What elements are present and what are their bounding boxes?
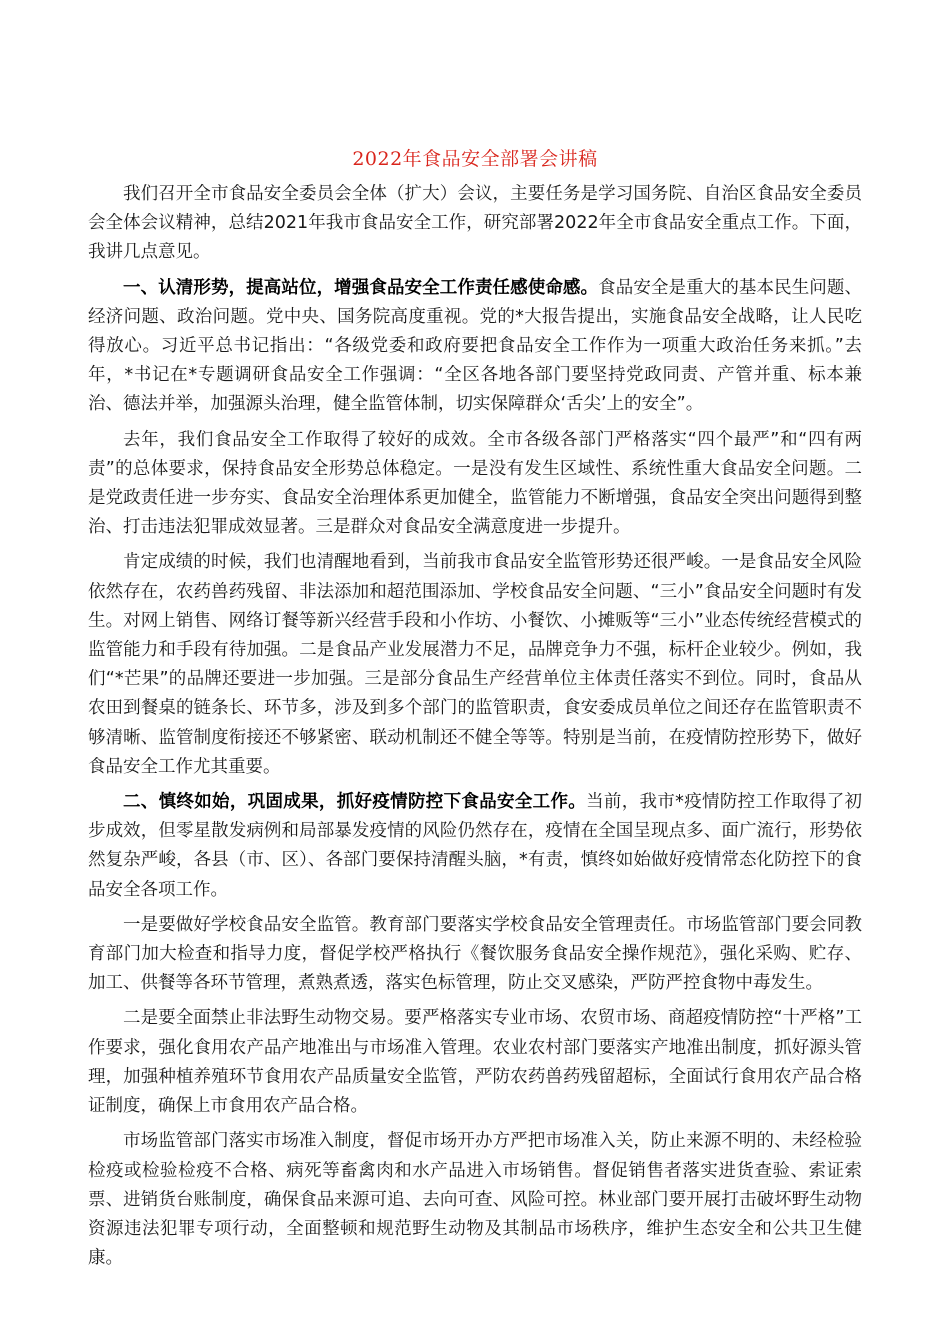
paragraph-5 — [88, 788, 862, 905]
document-body — [88, 180, 862, 1279]
paragraph-8 — [88, 1127, 862, 1273]
paragraph-3-text: 去年，我们食品安全工作取得了较好的成效。全市各级各部门严格落实“四个最严”和“四有两责”的总体要求，保持食品安全形势总体稳定。一是没有发生区域性、系统性重大食品安全问题。二是党政责任进一步夯实、食品安全治理体系更加健全，监管能力不断增强，食品安全突出问题得到整治、打击违法犯罪成效显著。三是群众对食品安全满意度进一步提升。 — [88, 429, 862, 538]
paragraph-2 — [88, 274, 862, 420]
paragraph-6 — [88, 911, 862, 999]
paragraph-8-text: 市场监管部门落实市场准入制度，督促市场开办方严把市场准入关，防止来源不明的、未经检验检疫或检验检疫不合格、病死等畜禽肉和水产品进入市场销售。督促销售者落实进货查验、索证索票、进销货台账制度，确保食品来源可追、去向可查、风险可控。林业部门要开展打击破坏野生动物资源违法犯罪专项行动，全面整顿和规范野生动物及其制品市场秩序，维护生态安全和公共卫生健康。 — [88, 1131, 862, 1269]
paragraph-2-lead: 一、认清形势，提高站位，增强食品安全工作责任感使命感。 — [123, 277, 599, 298]
paragraph-5-lead: 二、慎终如始，巩固成果，抓好疫情防控下食品安全工作。 — [123, 792, 587, 813]
paragraph-4 — [88, 548, 862, 782]
document-title: 2022年食品安全部署会讲稿 — [352, 148, 598, 170]
paragraph-3 — [88, 426, 862, 543]
paragraph-1 — [88, 180, 862, 268]
paragraph-6-text: 一是要做好学校食品安全监管。教育部门要落实学校食品安全管理责任。市场监管部门要会同教育部门加大检查和指导力度，督促学校严格执行《餐饮服务食品安全操作规范》，强化采购、贮存、加工、供餐等各环节管理，煮熟煮透，落实色标管理，防止交叉感染，严防严控食物中毒发生。 — [88, 914, 862, 994]
paragraph-5-text: 当前，我市*疫情防控工作取得了初步成效，但零星散发病例和局部暴发疫情的风险仍然存在，疫情在全国呈现点多、面广流行，形势依然复杂严峻，各县（市、区）、各部门要保持清醒头脑，*有责，慎终如始做好疫情常态化防控下的食品安全各项工作。 — [88, 792, 863, 900]
paragraph-7-text: 二是要全面禁止非法野生动物交易。要严格落实专业市场、农贸市场、商超疫情防控“十严格”工作要求，强化食用农产品产地准出与市场准入管理。农业农村部门要落实产地准出制度，抓好源头管理，加强种植养殖环节食用农产品质量安全监管，严防农药兽药残留超标，全面试行食用农产品合格证制度，确保上市食用农产品合格。 — [88, 1008, 862, 1117]
paragraph-1-text: 我们召开全市食品安全委员会全体（扩大）会议，主要任务是学习国务院、自治区食品安全委员会全体会议精神，总结2021年我市食品安全工作，研究部署2022年全市食品安全重点工作。下面，我讲几点意见。 — [88, 184, 862, 263]
paragraph-2-text: 食品安全是重大的基本民生问题、经济问题、政治问题。党中央、国务院高度重视。党的*大报告提出，实施食品安全战略，让人民吃得放心。习近平总书记指出：“各级党委和政府要把食品安全工作作为一项重大政治任务来抓。”去年，*书记在*专题调研食品安全工作强调：“全区各地各部门要坚持党政同责、产管并重、标本兼治、德法并举，加强源头治理，健全监管体制，切实保障群众‘舌尖’上的安全”。 — [88, 277, 863, 415]
paragraph-4-text: 肯定成绩的时候，我们也清醒地看到，当前我市食品安全监管形势还很严峻。一是食品安全风险依然存在，农药兽药残留、非法添加和超范围添加、学校食品安全问题、“三小”食品安全问题时有发生。对网上销售、网络订餐等新兴经营手段和小作坊、小餐饮、小摊贩等“三小”业态传统经营模式的监管能力和手段有待加强。二是食品产业发展潜力不足，品牌竞争力不强，标杆企业较少。例如，我们“*芒果”的品牌还要进一步加强。三是部分食品生产经营单位主体责任落实不到位。同时，食品从农田到餐桌的链条长、环节多，涉及到多个部门的监管职责，食安委成员单位之间还存在监管职责不够清晰、监管制度衔接还不够紧密、联动机制还不健全等等。特别是当前，在疫情防控形势下，做好食品安全工作尤其重要。 — [88, 552, 862, 777]
paragraph-7 — [88, 1004, 862, 1121]
